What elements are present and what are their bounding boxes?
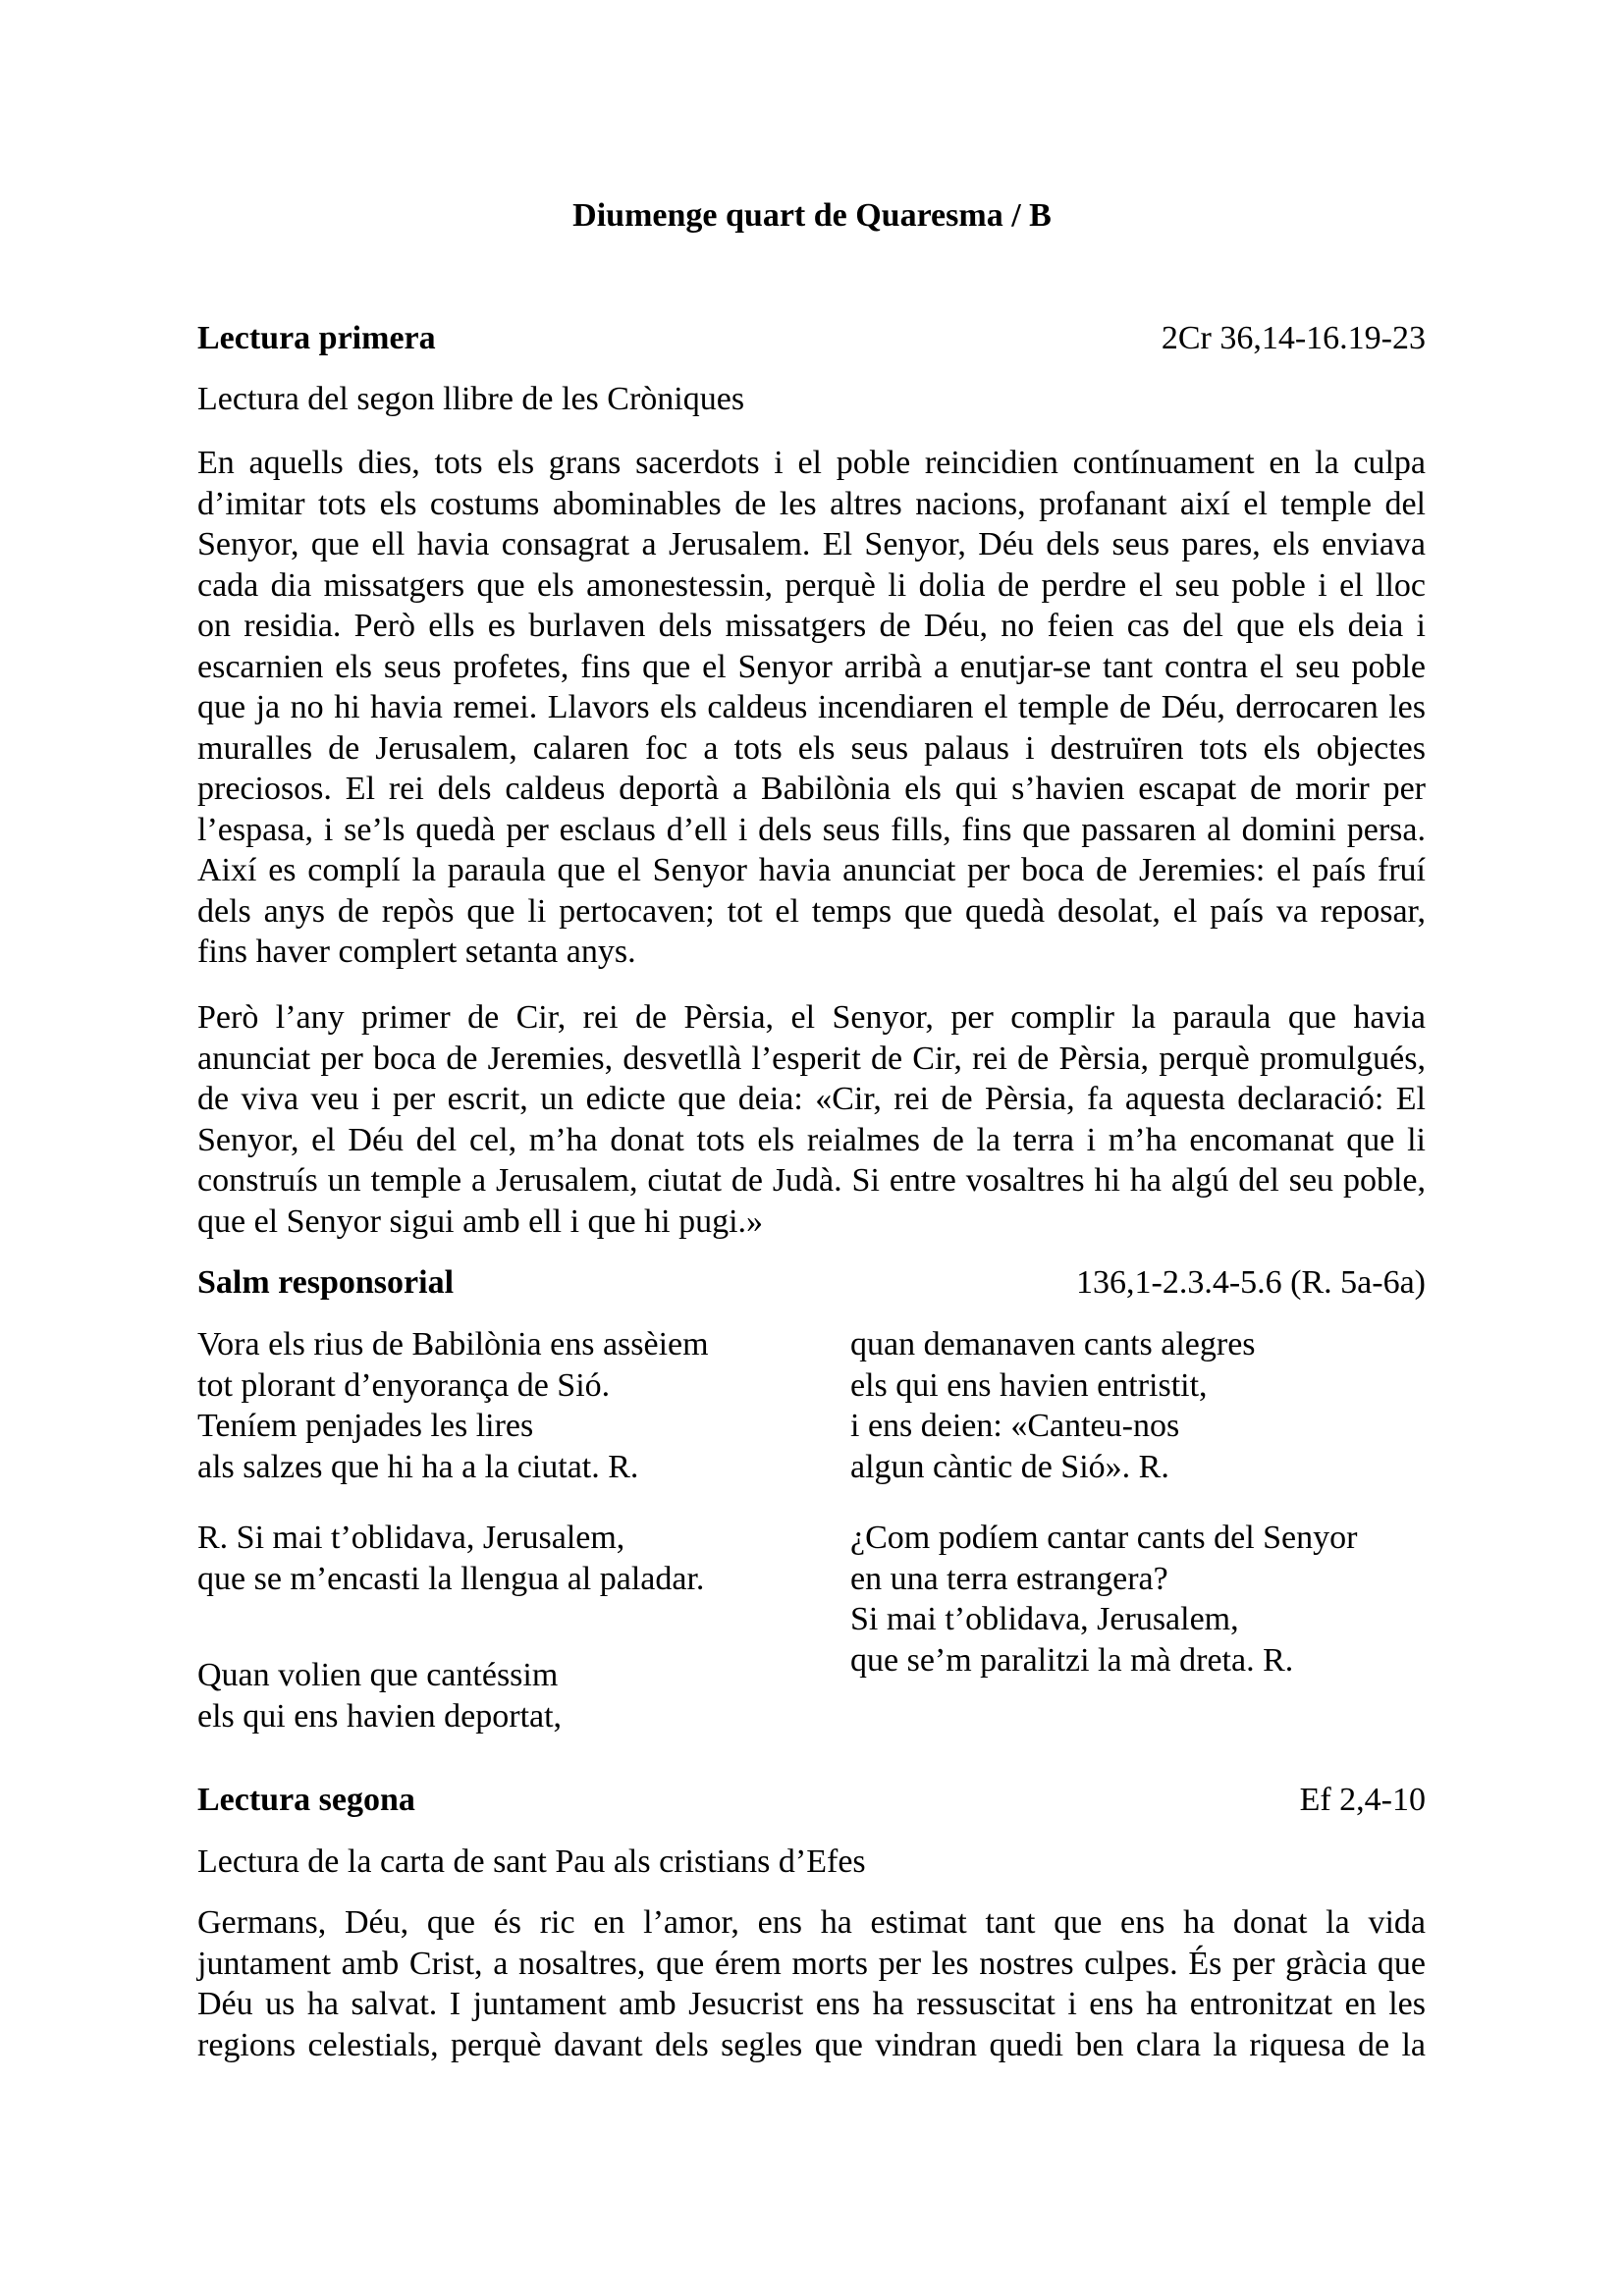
text-line: preciosos. El rei dels caldeus deportà a Babilònia els qui s’havien escapat de morir per bbox=[197, 771, 1426, 807]
verse-line: als salzes que hi ha a la ciutat. R. bbox=[197, 1448, 639, 1485]
verse-line: que se’m paralitzi la mà dreta. R. bbox=[850, 1641, 1294, 1679]
reading1-reference: 2Cr 36,14-16.19-23 bbox=[1161, 320, 1426, 356]
reading2-subtitle: Lectura de la carta de sant Pau als cristians d’Efes bbox=[197, 1843, 866, 1880]
text-line: Déu us ha salvat. I juntament amb Jesucrist ens ha ressuscitat i ens ha entronitzat en les bbox=[197, 1986, 1426, 2022]
text-line: anunciat per boca de Jeremies, desvetllà l’esperit de Cir, rei de Pèrsia, perquè promulgués, bbox=[197, 1040, 1426, 1077]
verse-line: quan demanaven cants alegres bbox=[850, 1326, 1256, 1362]
verse-line: en una terra estrangera? bbox=[850, 1560, 1168, 1597]
psalm-left-stanza-2 bbox=[197, 1518, 704, 1599]
verse-line: R. Si mai t’oblidava, Jerusalem, bbox=[197, 1520, 625, 1556]
page-title: Diumenge quart de Quaresma / B bbox=[572, 197, 1052, 234]
verse-line: algun càntic de Sió». R. bbox=[850, 1448, 1169, 1485]
text-line: cada dia missatgers que els amonestessin, perquè li dolia de perdre el seu poble i el lloc bbox=[197, 566, 1426, 604]
psalm-right-stanza-1 bbox=[850, 1324, 1256, 1487]
text-line: Però l’any primer de Cir, rei de Pèrsia, el Senyor, per complir la paraula que havia bbox=[197, 999, 1426, 1036]
verse-line: Teníem penjades les lires bbox=[197, 1408, 534, 1444]
psalm-left-stanza-3 bbox=[197, 1655, 562, 1736]
text-line: d’imitar tots els costums abominables de les altres nacions, profanant així el temple del bbox=[197, 485, 1426, 522]
psalm-reference: 136,1-2.3.4-5.6 (R. 5a-6a) bbox=[1076, 1264, 1426, 1301]
verse-line: que se m’encasti la llengua al paladar. bbox=[197, 1560, 705, 1597]
text-line: regions celestials, perquè davant dels segles que vindran quedi ben clara la riquesa de la bbox=[197, 2026, 1426, 2063]
text-line: que el Senyor sigui amb ell i que hi pugi.» bbox=[197, 1202, 764, 1240]
text-line: l’espasa, i se’ls quedà per esclaus d’ell i dels seus fills, fins que passaren al domini persa. bbox=[197, 811, 1426, 848]
reading1-heading: Lectura primera bbox=[197, 320, 436, 356]
text-line: que ja no hi havia remei. Llavors els caldeus incendiaren el temple de Déu, derrocaren les bbox=[197, 689, 1426, 725]
reading2-paragraph1 bbox=[197, 1902, 1426, 2065]
reading2-header bbox=[197, 1780, 1426, 1821]
text-line: construís un temple a Jerusalem, ciutat de Judà. Si entre vosaltres hi ha algú del seu poble, bbox=[197, 1162, 1426, 1199]
verse-line: tot plorant d’enyorança de Sió. bbox=[197, 1366, 611, 1404]
psalm-header bbox=[197, 1262, 1426, 1304]
reading1-paragraph2 bbox=[197, 997, 1426, 1242]
verse-line: ¿Com podíem cantar cants del Senyor bbox=[850, 1520, 1358, 1556]
verse-line: i ens deien: «Canteu-nos bbox=[850, 1408, 1180, 1444]
verse-line: Si mai t’oblidava, Jerusalem, bbox=[850, 1601, 1239, 1637]
reading1-subtitle: Lectura del segon llibre de les Cròniques bbox=[197, 381, 745, 417]
text-line: fins haver complert setanta anys. bbox=[197, 934, 636, 970]
text-line: on residia. Però ells es burlaven dels missatgers de Déu, no feien cas del que els deia i bbox=[197, 608, 1426, 644]
text-line: dels anys de repòs que li pertocaven; tot el temps que quedà desolat, el país va reposar, bbox=[197, 892, 1426, 930]
verse-line: els qui ens havien deportat, bbox=[197, 1697, 563, 1735]
psalm-right-stanza-2 bbox=[850, 1518, 1357, 1681]
text-line: Senyor, que ell havia consagrat a Jerusalem. El Senyor, Déu dels seus pares, els enviava bbox=[197, 526, 1426, 562]
psalm-heading: Salm responsorial bbox=[197, 1264, 455, 1301]
text-line: juntament amb Crist, a nosaltres, que érem morts per les nostres culpes. És per gràcia que bbox=[197, 1945, 1426, 1982]
reading1-header bbox=[197, 318, 1426, 359]
text-line: Senyor, el Déu del cel, m’ha donat tots els reialmes de la terra i m’ha encomanat que li bbox=[197, 1121, 1426, 1158]
text-line: Germans, Déu, que és ric en l’amor, ens ha estimat tant que ens ha donat la vida bbox=[197, 1904, 1426, 1941]
psalm-left-stanza-1 bbox=[197, 1324, 709, 1487]
reading2-heading: Lectura segona bbox=[197, 1782, 415, 1818]
verse-line: Vora els rius de Babilònia ens assèiem bbox=[197, 1326, 709, 1362]
verse-line: Quan volien que cantéssim bbox=[197, 1657, 559, 1693]
text-line: muralles de Jerusalem, calaren foc a tots els seus palaus i destruïren tots els objectes bbox=[197, 729, 1426, 767]
reading1-paragraph1 bbox=[197, 443, 1426, 973]
text-line: escarnien els seus profetes, fins que el Senyor arribà a enutjar-se tant contra el seu poble bbox=[197, 648, 1426, 685]
reading2-reference: Ef 2,4-10 bbox=[1299, 1782, 1426, 1818]
text-line: Així es complí la paraula que el Senyor havia anunciat per boca de Jeremies: el país fruí bbox=[197, 852, 1426, 888]
verse-line: els qui ens havien entristit, bbox=[850, 1366, 1208, 1404]
text-line: de viva veu i per escrit, un edicte que deia: «Cir, rei de Pèrsia, fa aquesta declaració: El bbox=[197, 1081, 1426, 1117]
text-line: En aquells dies, tots els grans sacerdots i el poble reincidien contínuament en la culpa bbox=[197, 445, 1426, 481]
